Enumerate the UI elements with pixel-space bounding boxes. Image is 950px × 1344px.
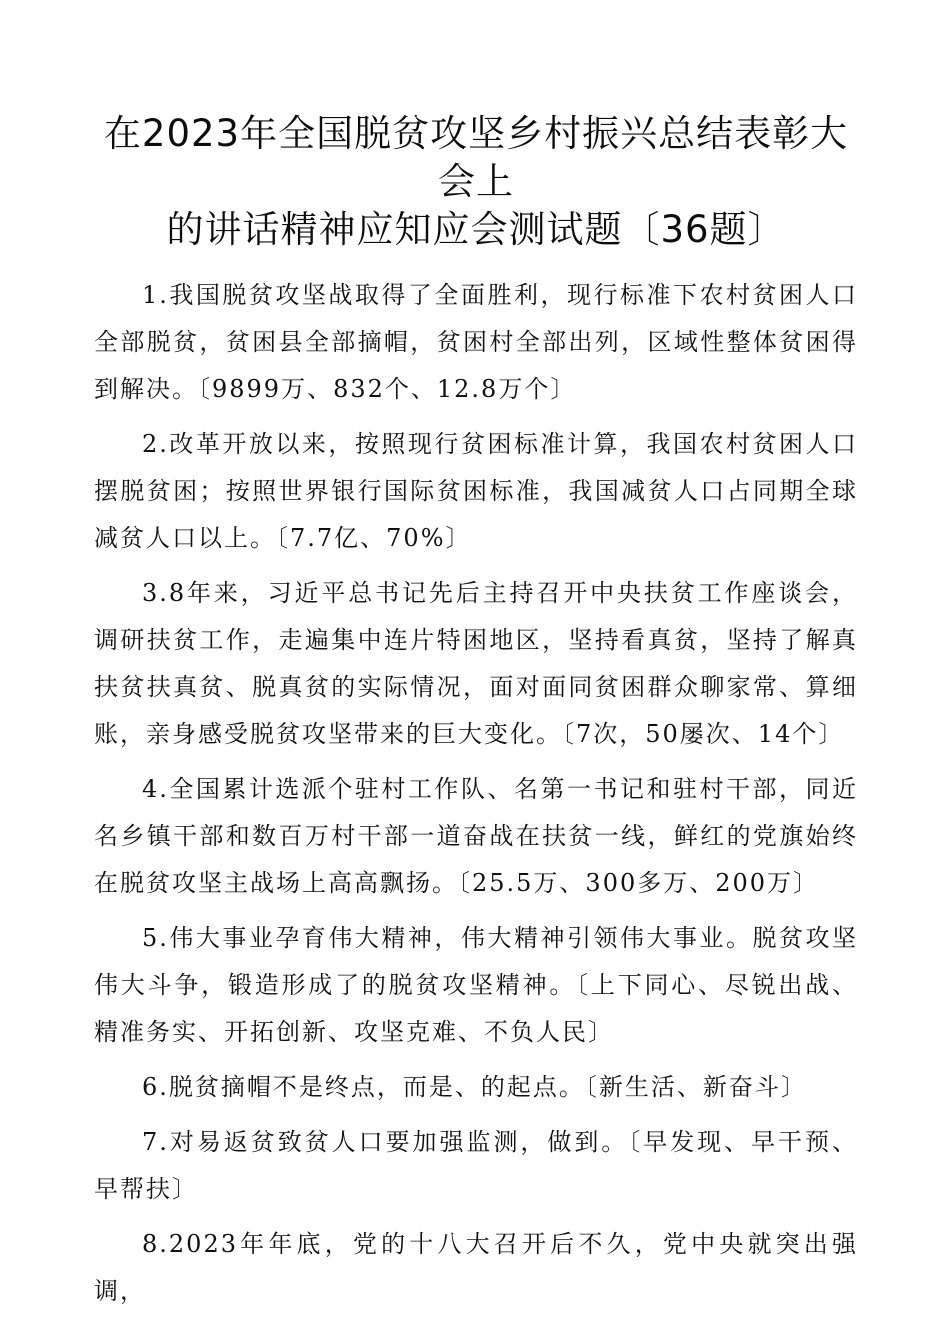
title-line-1: 在2023年全国脱贫攻坚乡村振兴总结表彰大会上: [103, 112, 849, 203]
title-line-2: 的讲话精神应知应会测试题〔36题〕: [166, 208, 786, 251]
question-3: 3.8年来，习近平总书记先后主持召开中央扶贫工作座谈会，调研扶贫工作，走遍集中连片特困地区，坚持看真贫，坚持了解真扶贫扶真贫、脱真贫的实际情况，面对面同贫困群众聊家常、算细账，亲身感受脱贫攻坚带来的巨大变化。〔7次，50屡次、14个〕: [94, 579, 858, 748]
question-2: 2.改革开放以来，按照现行贫困标准计算，我国农村贫困人口摆脱贫困；按照世界银行国际贫困标准，我国减贫人口占同期全球减贫人口以上。〔7.7亿、70%〕: [94, 430, 858, 552]
question-4: 4.全国累计选派个驻村工作队、名第一书记和驻村干部，同近名乡镇干部和数百万村干部一道奋战在扶贫一线，鲜红的党旗始终在脱贫攻坚主战场上高高飘扬。〔25.5万、300多万、200万〕: [94, 775, 858, 897]
question-5: 5.伟大事业孕育伟大精神，伟大精神引领伟大事业。脱贫攻坚伟大斗争，锻造形成了的脱贫攻坚精神。〔上下同心、尽锐出战、精准务实、开拓创新、攻坚克难、不负人民〕: [94, 924, 858, 1046]
question-6: 6.脱贫摘帽不是终点，而是、的起点。〔新生活、新奋斗〕: [142, 1073, 807, 1101]
question-7: 7.对易返贫致贫人口要加强监测，做到。〔早发现、早干预、早帮扶〕: [94, 1128, 858, 1203]
question-1: 1.我国脱贫攻坚战取得了全面胜利，现行标准下农村贫困人口全部脱贫，贫困县全部摘帽，贫困村全部出列，区域性整体贫困得到解决。〔9899万、832个、12.8万个〕: [94, 281, 858, 403]
document-title: [94, 110, 858, 254]
question-8: 8.2023年年底，党的十八大召开后不久，党中央就突出强调，: [94, 1230, 858, 1305]
